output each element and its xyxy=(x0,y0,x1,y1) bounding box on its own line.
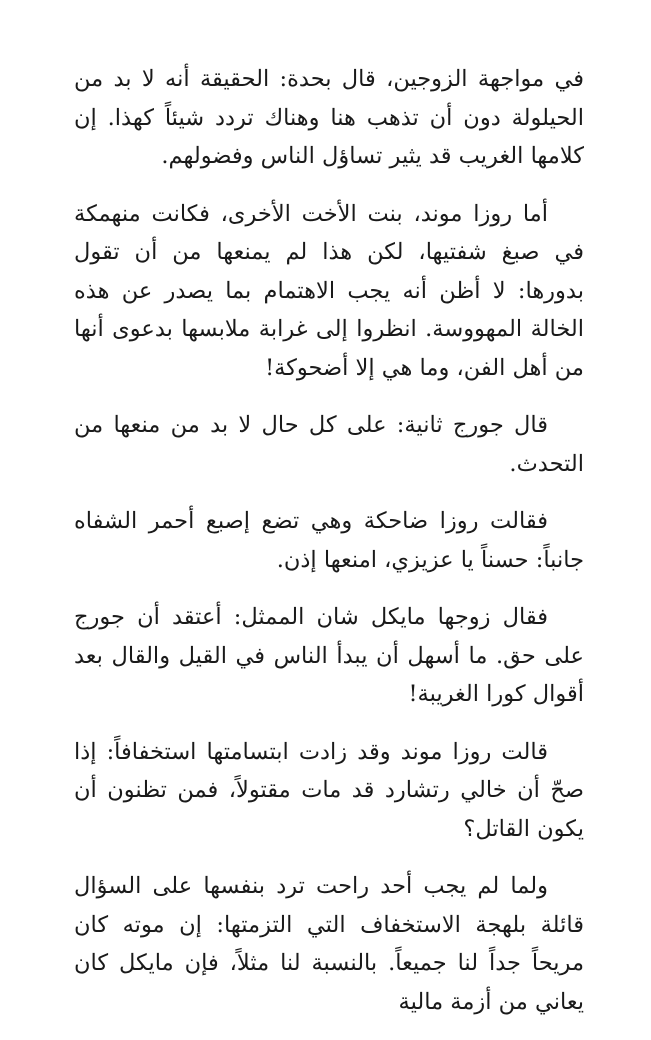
paragraph-6: قالت روزا موند وقد زادت ابتسامتها استخفافاً: إذا صحّ أن خالي رتشارد قد مات مقتولاً، فمن تظنون أن يكون القاتل؟ xyxy=(74,738,584,842)
paragraph-4: فقالت روزا ضاحكة وهي تضع إصبع أحمر الشفاه جانباً: حسناً يا عزيزي، امنعها إذن. xyxy=(74,508,584,573)
document-page xyxy=(74,60,584,1040)
paragraph-1: في مواجهة الزوجين، قال بحدة: الحقيقة أنه لا بد من الحيلولة دون أن تذهب هنا وهناك تردد شيئاً كهذا. إن كلامها الغريب قد يثير تساؤل الناس وفضولهم. xyxy=(74,66,584,169)
paragraph-2: أما روزا موند، بنت الأخت الأخرى، فكانت منهمكة في صبغ شفتيها، لكن هذا لم يمنعها من أن تقول بدورها: لا أظن أنه يجب الاهتمام بما يصدر عن هذه الخالة المهووسة. انظروا إلى غرابة ملابسها بدعوى أنها من أهل الفن، وما هي إلا أضحوكة! xyxy=(74,200,584,381)
paragraph-3: قال جورج ثانية: على كل حال لا بد من منعها من التحدث. xyxy=(74,412,584,477)
paragraph-7: ولما لم يجب أحد راحت ترد بنفسها على السؤال قائلة بلهجة الاستخفاف التي التزمتها: إن موته كان مريحاً جداً لنا جميعاً. بالنسبة لنا مثلاً، فإن مايكل كان يعاني من أزمة مالية xyxy=(74,873,584,1015)
paragraph-5: فقال زوجها مايكل شان الممثل: أعتقد أن جورج على حق. ما أسهل أن يبدأ الناس في القيل والقال بعد أقوال كورا الغريبة! xyxy=(74,604,584,707)
